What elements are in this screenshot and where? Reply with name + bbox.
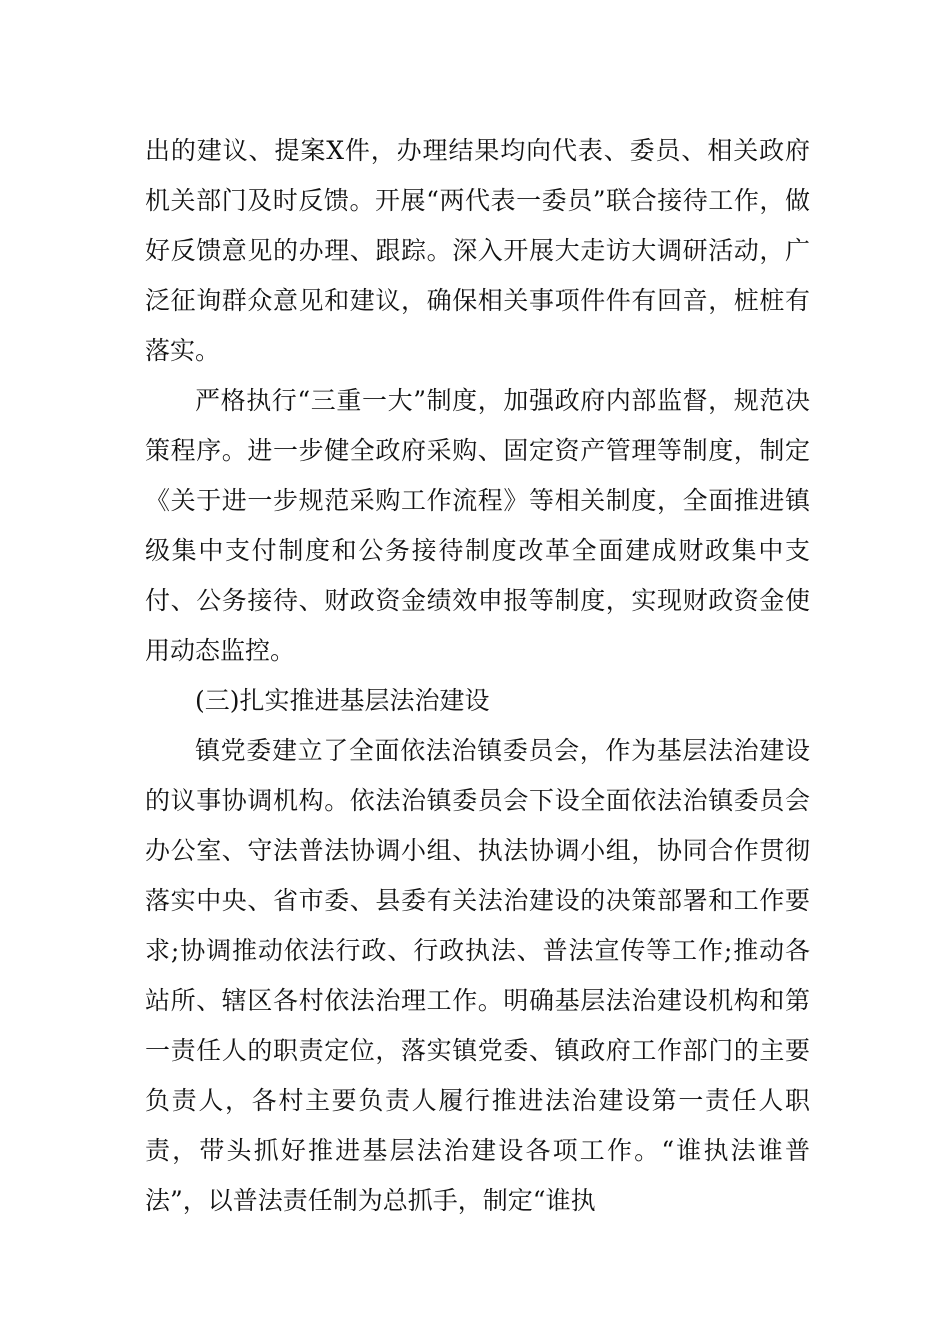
section-heading: (三)扎实推进基层法治建设: [195, 686, 490, 715]
document-body: [145, 126, 810, 1226]
paragraph-rule-of-law: 镇党委建立了全面依法治镇委员会，作为基层法治建设的议事协调机构。依法治镇委员会下设全面依法治镇委员会办公室、守法普法协调小组、执法协调小组，协同合作贯彻落实中央、省市委、县委有关法治建设的决策部署和工作要求;协调推动依法行政、行政执法、普法宣传等工作;推动各站所、辖区各村依法治理工作。明确基层法治建设机构和第一责任人的职责定位，落实镇党委、镇政府工作部门的主要负责人，各村主要负责人履行推进法治建设第一责任人职责，带头抓好推进基层法治建设各项工作。“谁执法谁普法”，以普法责任制为总抓手，制定“谁执: [145, 736, 810, 1215]
paragraph-three-major-one-large: 严格执行“三重一大”制度，加强政府内部监督，规范决策程序。进一步健全政府采购、固定资产管理等制度，制定《关于进一步规范采购工作流程》等相关制度，全面推进镇级集中支付制度和公务接待制度改革全面建成财政集中支付、公务接待、财政资金绩效申报等制度，实现财政资金使用动态监控。: [145, 386, 810, 665]
paragraph-continuation: 出的建议、提案X件，办理结果均向代表、委员、相关政府机关部门及时反馈。开展“两代表一委员”联合接待工作，做好反馈意见的办理、跟踪。深入开展大走访大调研活动，广泛征询群众意见和建议，确保相关事项件件有回音，桩桩有落实。: [145, 136, 810, 365]
